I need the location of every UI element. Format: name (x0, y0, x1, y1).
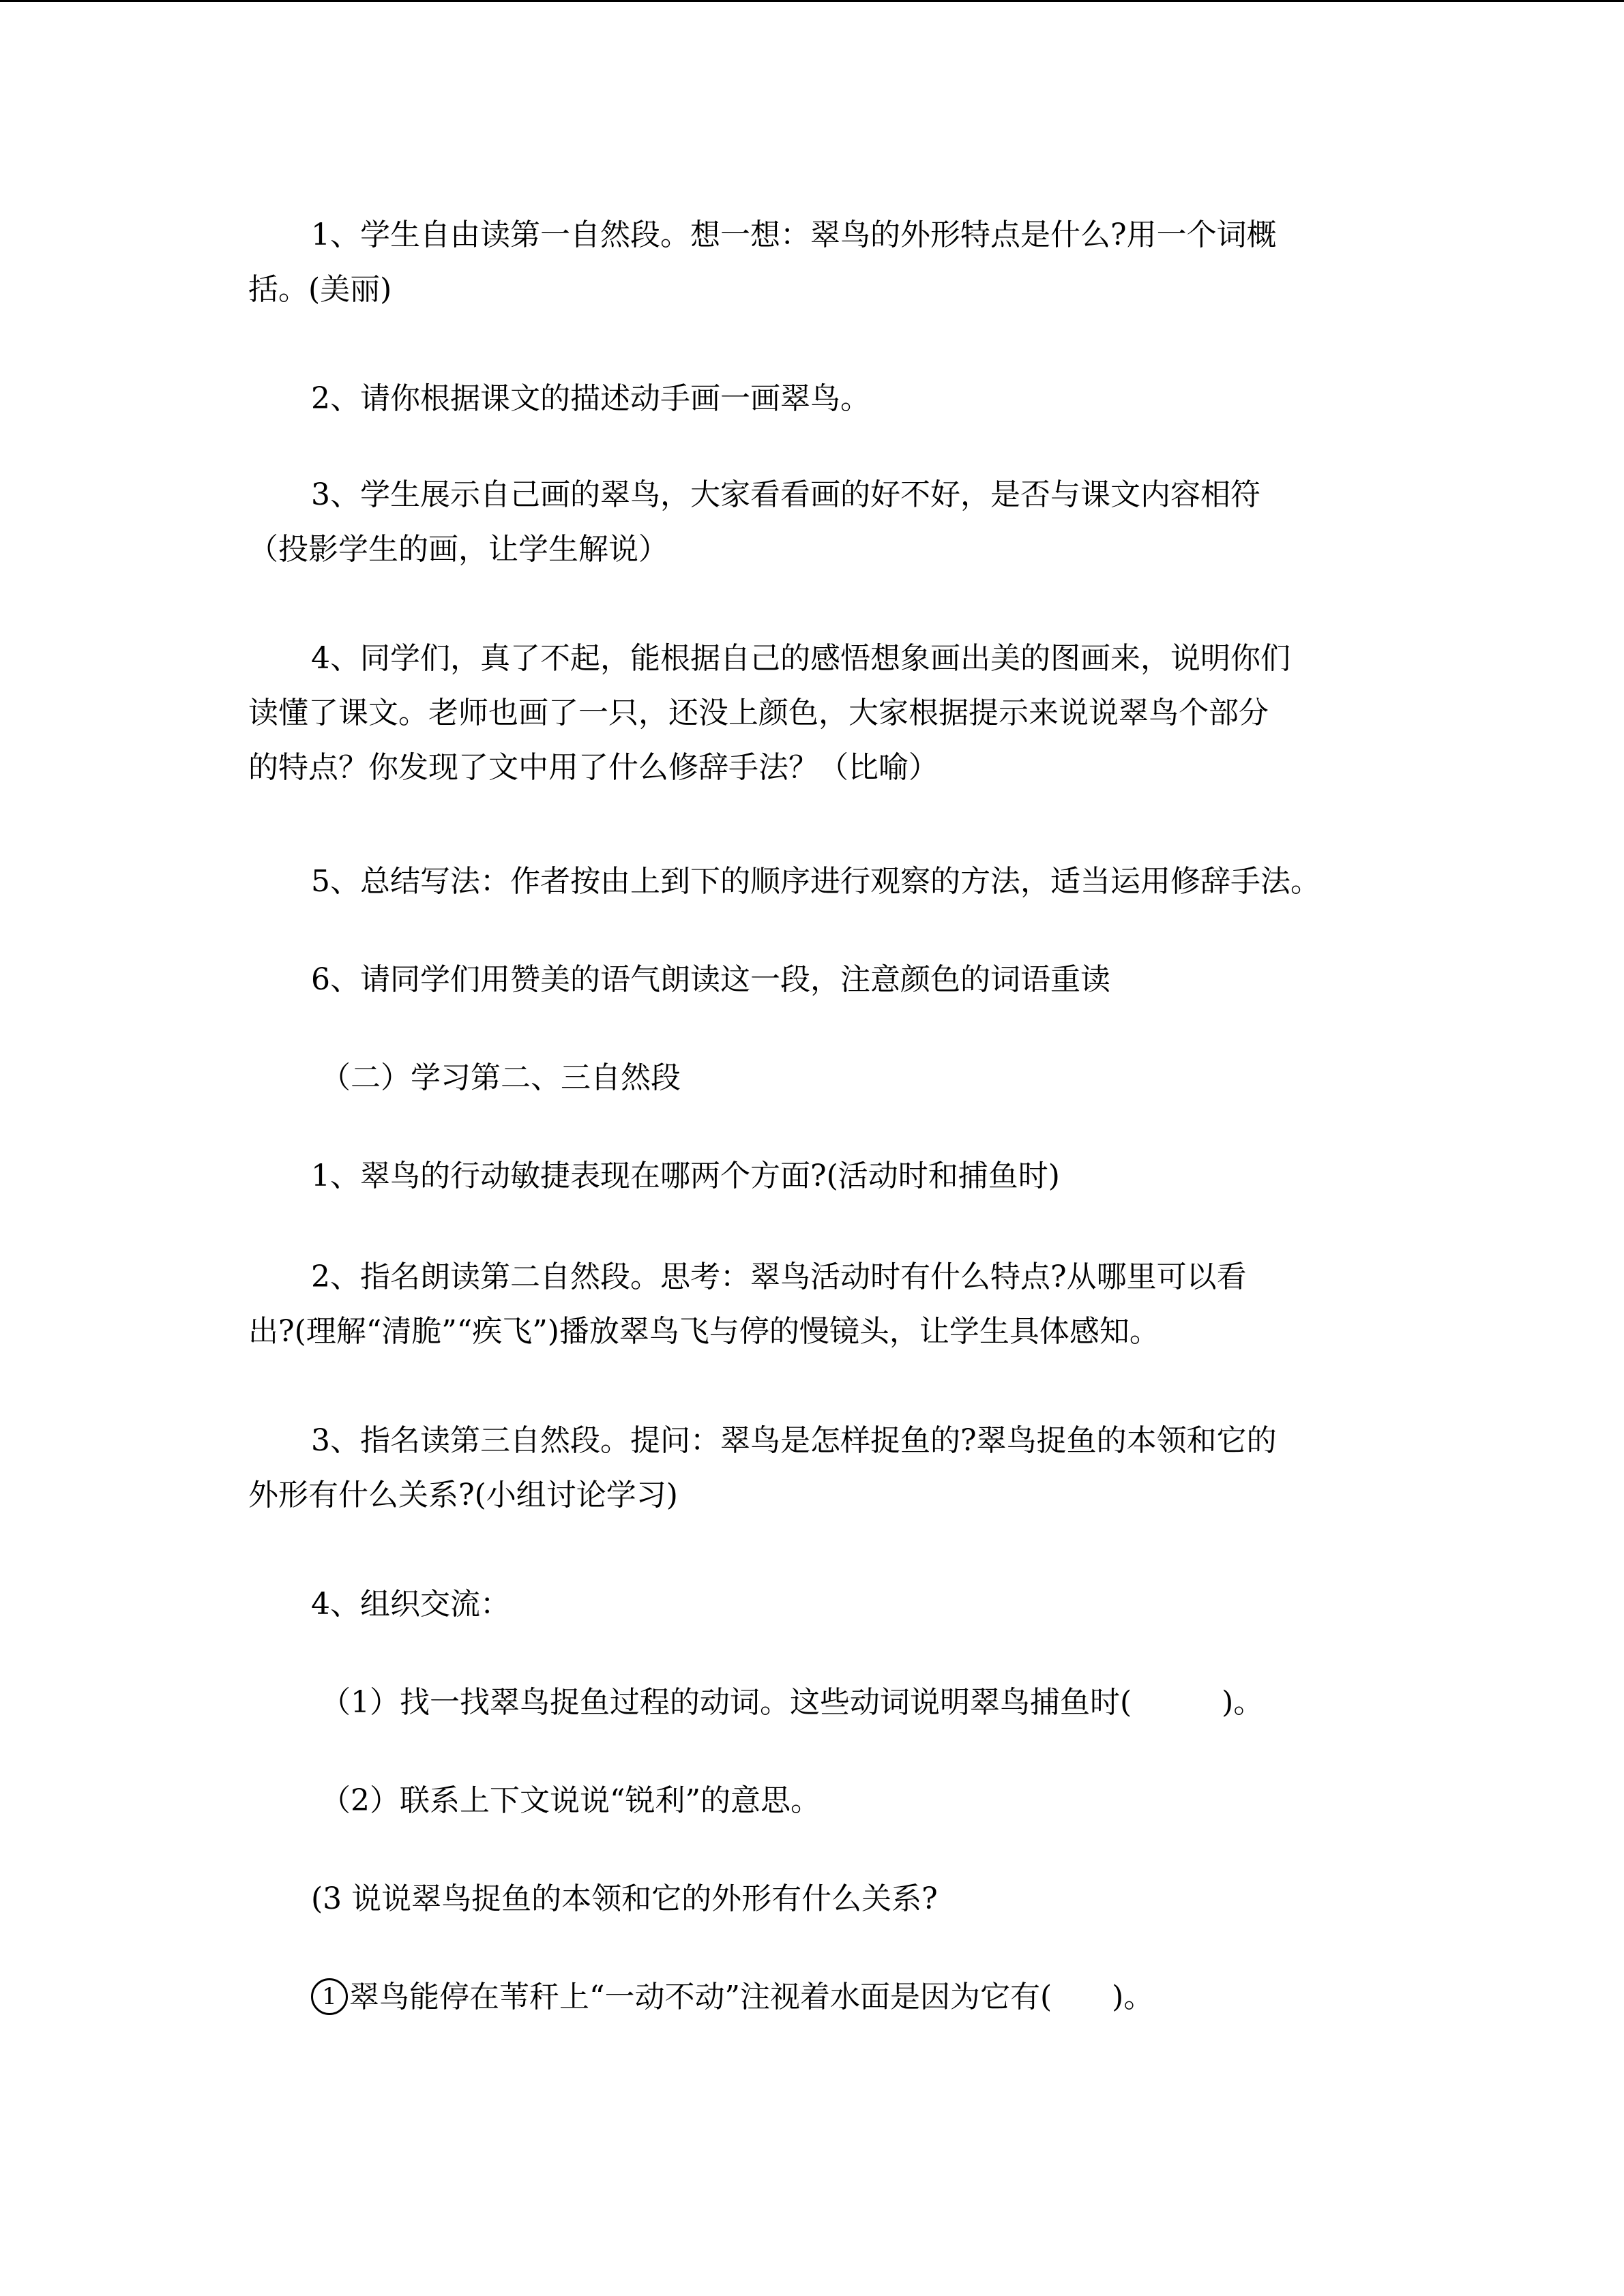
paragraph-line: 3、指名读第三自然段。提问：翠鸟是怎样捉鱼的?翠鸟捉鱼的本领和它的 (311, 1423, 1277, 1458)
paragraph-line: 4、组织交流： (311, 1587, 510, 1622)
paragraph-line: （投影学生的画，让学生解说） (248, 532, 668, 567)
paragraph-9 (248, 1414, 1394, 1523)
paragraph-line: 1、学生自由读第一自然段。想一想：翠鸟的外形特点是什么?用一个词概 (311, 218, 1277, 252)
paragraph-5 (248, 854, 1394, 909)
paragraph-line: 1、翠鸟的行动敏捷表现在哪两个方面?(活动时和捕鱼时) (311, 1159, 1060, 1193)
paragraph-line (248, 1970, 1394, 2025)
circled-number: 1 (311, 1978, 348, 2015)
paragraph-line: 读懂了课文。老师也画了一只，还没上颜色，大家根据提示来说说翠鸟个部分 (248, 696, 1269, 730)
paragraph-8 (248, 1250, 1394, 1359)
paragraph-line: （2）联系上下文说说“锐利”的意思。 (321, 1783, 821, 1818)
paragraph-line: 4、同学们，真了不起，能根据自己的感悟想象画出美的图画来，说明你们 (311, 641, 1290, 676)
paragraph-line: 5、总结写法：作者按由上到下的顺序进行观察的方法，适当运用修辞手法。 (311, 864, 1320, 899)
paragraph-line: 2、指名朗读第二自然段。思考：翠鸟活动时有什么特点?从哪里可以看 (311, 1259, 1247, 1294)
paragraph-line: 外形有什么关系?(小组讨论学习) (248, 1478, 678, 1512)
paragraph-line: 2、请你根据课文的描述动手画一画翠鸟。 (311, 381, 870, 416)
paragraph-6 (248, 953, 1394, 1007)
paragraph-4 (248, 631, 1394, 795)
circled-item-text: 翠鸟能停在苇秆上“一动不动”注视着水面是因为它有( )。 (349, 1980, 1154, 2014)
paragraph-line: （1）找一找翠鸟捉鱼过程的动词。这些动词说明翠鸟捕鱼时( )。 (321, 1685, 1264, 1720)
paragraph-line: （二）学习第二、三自然段 (321, 1060, 681, 1095)
sub-item-3 (248, 1872, 1394, 1926)
paragraph-line: (3 说说翠鸟捉鱼的本领和它的外形有什么关系? (311, 1881, 938, 1916)
paragraph-2 (248, 372, 1394, 426)
section-heading-2 (248, 1051, 1394, 1105)
sub-item-1 (248, 1675, 1394, 1730)
paragraph-10 (248, 1577, 1394, 1632)
paragraph-7 (248, 1149, 1394, 1204)
paragraph-line: 出?(理解“清脆”“疾飞”)播放翠鸟飞与停的慢镜头，让学生具体感知。 (248, 1314, 1160, 1349)
paragraph-1 (248, 208, 1394, 317)
sub-item-2 (248, 1774, 1394, 1828)
paragraph-3 (248, 468, 1394, 577)
paragraph-line: 的特点？你发现了文中用了什么修辞手法？（比喻） (248, 750, 939, 785)
paragraph-line: 6、请同学们用赞美的语气朗读这一段，注意颜色的词语重读 (311, 962, 1110, 997)
circled-item-1 (248, 1970, 1394, 2025)
paragraph-line: 括。(美丽) (248, 272, 392, 307)
paragraph-line: 3、学生展示自己画的翠鸟，大家看看画的好不好，是否与课文内容相符 (311, 477, 1260, 512)
